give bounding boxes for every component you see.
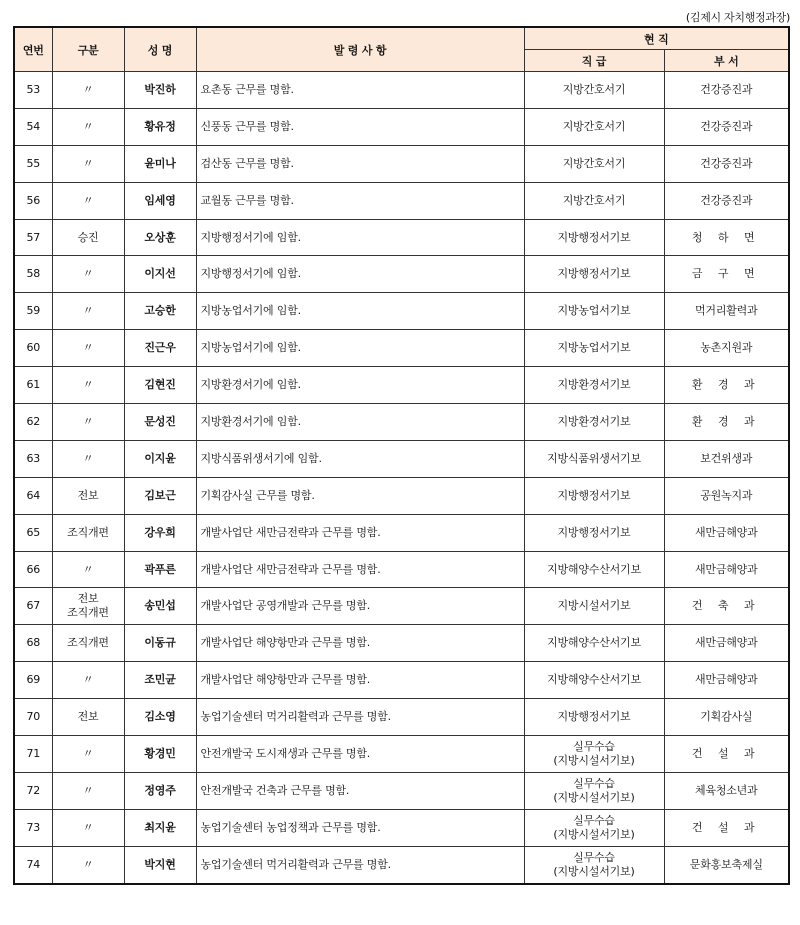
row-name: 윤미나 bbox=[124, 145, 196, 182]
row-category: 〃 bbox=[52, 846, 124, 883]
row-number: 73 bbox=[14, 809, 52, 846]
row-name: 이지윤 bbox=[124, 440, 196, 477]
row-number: 53 bbox=[14, 72, 52, 109]
row-category: 조직개편 bbox=[52, 514, 124, 551]
row-rank-line: 실무수습 bbox=[573, 850, 615, 864]
row-category-line: 조직개편 bbox=[67, 606, 109, 620]
row-name: 김현진 bbox=[124, 367, 196, 404]
table-row bbox=[14, 699, 789, 736]
row-rank-line: (지방시설서기보) bbox=[553, 827, 635, 841]
row-detail: 개발사업단 공영개발과 근무를 명함. bbox=[196, 588, 524, 625]
row-rank bbox=[524, 736, 664, 773]
row-category: 전보 bbox=[52, 699, 124, 736]
row-department: 건강증진과 bbox=[664, 145, 789, 182]
row-rank: 지방간호서기 bbox=[524, 72, 664, 109]
row-rank: 지방환경서기보 bbox=[524, 404, 664, 441]
table-row bbox=[14, 736, 789, 773]
row-number: 69 bbox=[14, 662, 52, 699]
table-row bbox=[14, 551, 789, 588]
row-detail: 요촌동 근무를 명함. bbox=[196, 72, 524, 109]
table-row bbox=[14, 625, 789, 662]
row-category: 〃 bbox=[52, 72, 124, 109]
row-number: 56 bbox=[14, 182, 52, 219]
row-number: 70 bbox=[14, 699, 52, 736]
row-detail: 지방행정서기에 임함. bbox=[196, 219, 524, 256]
row-category-line: 전보 bbox=[77, 592, 99, 606]
row-number: 60 bbox=[14, 330, 52, 367]
header-no: 연번 bbox=[14, 27, 52, 72]
row-detail: 지방행정서기에 임함. bbox=[196, 256, 524, 293]
row-name: 박진하 bbox=[124, 72, 196, 109]
row-name: 오상훈 bbox=[124, 219, 196, 256]
row-detail: 지방환경서기에 임함. bbox=[196, 367, 524, 404]
table-row bbox=[14, 293, 789, 330]
row-rank: 지방간호서기 bbox=[524, 108, 664, 145]
row-name: 김보근 bbox=[124, 477, 196, 514]
row-category: 〃 bbox=[52, 662, 124, 699]
row-number: 57 bbox=[14, 219, 52, 256]
row-name: 황경민 bbox=[124, 736, 196, 773]
row-rank: 지방환경서기보 bbox=[524, 367, 664, 404]
row-department: 문화홍보축제실 bbox=[664, 846, 789, 883]
row-detail: 지방농업서기에 임함. bbox=[196, 330, 524, 367]
table-row bbox=[14, 330, 789, 367]
table-row bbox=[14, 108, 789, 145]
row-number: 63 bbox=[14, 440, 52, 477]
row-name: 진근우 bbox=[124, 330, 196, 367]
table-row bbox=[14, 588, 789, 625]
table-row bbox=[14, 145, 789, 182]
row-name: 이지선 bbox=[124, 256, 196, 293]
row-detail: 농업기술센터 농업정책과 근무를 명함. bbox=[196, 809, 524, 846]
row-category: 〃 bbox=[52, 182, 124, 219]
row-department: 건 설 과 bbox=[664, 736, 789, 773]
row-department: 새만금해양과 bbox=[664, 662, 789, 699]
row-name: 조민균 bbox=[124, 662, 196, 699]
row-department: 공원녹지과 bbox=[664, 477, 789, 514]
source-label: (김제시 자치행정과장) bbox=[685, 11, 790, 24]
row-category: 전보 bbox=[52, 477, 124, 514]
row-rank: 지방행정서기보 bbox=[524, 699, 664, 736]
row-category: 〃 bbox=[52, 551, 124, 588]
row-rank: 지방간호서기 bbox=[524, 145, 664, 182]
row-rank-line: (지방시설서기보) bbox=[553, 753, 635, 767]
table-row bbox=[14, 846, 789, 883]
row-rank-line: (지방시설서기보) bbox=[553, 864, 635, 878]
row-detail: 교월동 근무를 명함. bbox=[196, 182, 524, 219]
row-detail: 신풍동 근무를 명함. bbox=[196, 108, 524, 145]
row-number: 59 bbox=[14, 293, 52, 330]
row-name: 고승한 bbox=[124, 293, 196, 330]
row-number: 74 bbox=[14, 846, 52, 883]
row-rank: 지방행정서기보 bbox=[524, 477, 664, 514]
row-rank: 지방간호서기 bbox=[524, 182, 664, 219]
row-category: 〃 bbox=[52, 330, 124, 367]
row-detail: 검산동 근무를 명함. bbox=[196, 145, 524, 182]
row-number: 71 bbox=[14, 736, 52, 773]
row-department: 건강증진과 bbox=[664, 182, 789, 219]
table-row bbox=[14, 256, 789, 293]
row-rank-line: (지방시설서기보) bbox=[553, 790, 635, 804]
table-row bbox=[14, 367, 789, 404]
row-detail: 개발사업단 해양항만과 근무를 명함. bbox=[196, 625, 524, 662]
row-rank: 지방행정서기보 bbox=[524, 219, 664, 256]
header-department: 부 서 bbox=[664, 50, 789, 72]
row-number: 65 bbox=[14, 514, 52, 551]
row-name: 정영주 bbox=[124, 772, 196, 809]
header-rank: 직 급 bbox=[524, 50, 664, 72]
row-category: 승진 bbox=[52, 219, 124, 256]
row-department: 청 하 면 bbox=[664, 219, 789, 256]
row-department: 건 설 과 bbox=[664, 809, 789, 846]
row-department: 건 축 과 bbox=[664, 588, 789, 625]
row-rank: 지방해양수산서기보 bbox=[524, 662, 664, 699]
row-rank-line: 실무수습 bbox=[573, 739, 615, 753]
row-category: 〃 bbox=[52, 256, 124, 293]
row-category: 〃 bbox=[52, 809, 124, 846]
row-category: 〃 bbox=[52, 440, 124, 477]
table-row bbox=[14, 440, 789, 477]
table-header bbox=[14, 27, 789, 72]
header-current: 현 직 bbox=[524, 27, 789, 50]
row-number: 72 bbox=[14, 772, 52, 809]
row-number: 68 bbox=[14, 625, 52, 662]
row-rank-line: 실무수습 bbox=[573, 776, 615, 790]
row-rank: 지방해양수산서기보 bbox=[524, 551, 664, 588]
row-name: 문성진 bbox=[124, 404, 196, 441]
row-number: 64 bbox=[14, 477, 52, 514]
row-rank: 지방식품위생서기보 bbox=[524, 440, 664, 477]
row-rank: 지방행정서기보 bbox=[524, 514, 664, 551]
row-rank: 지방농업서기보 bbox=[524, 293, 664, 330]
row-rank: 지방행정서기보 bbox=[524, 256, 664, 293]
table-row bbox=[14, 72, 789, 109]
row-name: 송민섭 bbox=[124, 588, 196, 625]
row-rank: 지방시설서기보 bbox=[524, 588, 664, 625]
row-department: 새만금해양과 bbox=[664, 514, 789, 551]
table-row bbox=[14, 404, 789, 441]
row-category: 〃 bbox=[52, 108, 124, 145]
row-rank bbox=[524, 772, 664, 809]
row-department: 건강증진과 bbox=[664, 72, 789, 109]
table-row bbox=[14, 772, 789, 809]
row-department: 보건위생과 bbox=[664, 440, 789, 477]
row-detail: 농업기술센터 먹거리활력과 근무를 명함. bbox=[196, 699, 524, 736]
row-number: 62 bbox=[14, 404, 52, 441]
row-detail: 안전개발국 건축과 근무를 명함. bbox=[196, 772, 524, 809]
row-detail: 기획감사실 근무를 명함. bbox=[196, 477, 524, 514]
row-department: 새만금해양과 bbox=[664, 625, 789, 662]
row-detail: 안전개발국 도시재생과 근무를 명함. bbox=[196, 736, 524, 773]
row-rank: 지방농업서기보 bbox=[524, 330, 664, 367]
row-department: 금 구 면 bbox=[664, 256, 789, 293]
row-detail: 지방농업서기에 임함. bbox=[196, 293, 524, 330]
table-row bbox=[14, 219, 789, 256]
row-name: 강우희 bbox=[124, 514, 196, 551]
row-category: 〃 bbox=[52, 367, 124, 404]
table-body bbox=[14, 72, 789, 884]
row-name: 최지윤 bbox=[124, 809, 196, 846]
row-number: 54 bbox=[14, 108, 52, 145]
row-detail: 지방식품위생서기에 임함. bbox=[196, 440, 524, 477]
row-name: 황유정 bbox=[124, 108, 196, 145]
table-row bbox=[14, 662, 789, 699]
row-number: 55 bbox=[14, 145, 52, 182]
row-department: 건강증진과 bbox=[664, 108, 789, 145]
row-rank-line: 실무수습 bbox=[573, 813, 615, 827]
table-row bbox=[14, 182, 789, 219]
row-detail: 개발사업단 해양항만과 근무를 명함. bbox=[196, 662, 524, 699]
row-number: 67 bbox=[14, 588, 52, 625]
row-number: 61 bbox=[14, 367, 52, 404]
personnel-table bbox=[13, 26, 790, 885]
row-rank bbox=[524, 809, 664, 846]
row-category: 〃 bbox=[52, 404, 124, 441]
row-department: 환 경 과 bbox=[664, 367, 789, 404]
row-category: 〃 bbox=[52, 772, 124, 809]
row-department: 환 경 과 bbox=[664, 404, 789, 441]
row-number: 58 bbox=[14, 256, 52, 293]
row-rank bbox=[524, 846, 664, 883]
row-category: 〃 bbox=[52, 293, 124, 330]
row-category bbox=[52, 588, 124, 625]
table-row bbox=[14, 477, 789, 514]
table-row bbox=[14, 514, 789, 551]
row-category: 〃 bbox=[52, 736, 124, 773]
row-name: 임세영 bbox=[124, 182, 196, 219]
row-detail: 개발사업단 새만금전략과 근무를 명함. bbox=[196, 551, 524, 588]
row-department: 기획감사실 bbox=[664, 699, 789, 736]
row-department: 체육청소년과 bbox=[664, 772, 789, 809]
row-name: 곽푸른 bbox=[124, 551, 196, 588]
row-detail: 지방환경서기에 임함. bbox=[196, 404, 524, 441]
row-number: 66 bbox=[14, 551, 52, 588]
table-row bbox=[14, 809, 789, 846]
row-rank: 지방해양수산서기보 bbox=[524, 625, 664, 662]
row-name: 이동규 bbox=[124, 625, 196, 662]
header-category: 구분 bbox=[52, 27, 124, 72]
row-department: 농촌지원과 bbox=[664, 330, 789, 367]
row-category: 〃 bbox=[52, 145, 124, 182]
row-detail: 농업기술센터 먹거리활력과 근무를 명함. bbox=[196, 846, 524, 883]
row-detail: 개발사업단 새만금전략과 근무를 명함. bbox=[196, 514, 524, 551]
row-department: 먹거리활력과 bbox=[664, 293, 789, 330]
row-name: 박지현 bbox=[124, 846, 196, 883]
header-detail: 발 령 사 항 bbox=[196, 27, 524, 72]
row-department: 새만금해양과 bbox=[664, 551, 789, 588]
row-name: 김소영 bbox=[124, 699, 196, 736]
header-name: 성 명 bbox=[124, 27, 196, 72]
row-category: 조직개편 bbox=[52, 625, 124, 662]
